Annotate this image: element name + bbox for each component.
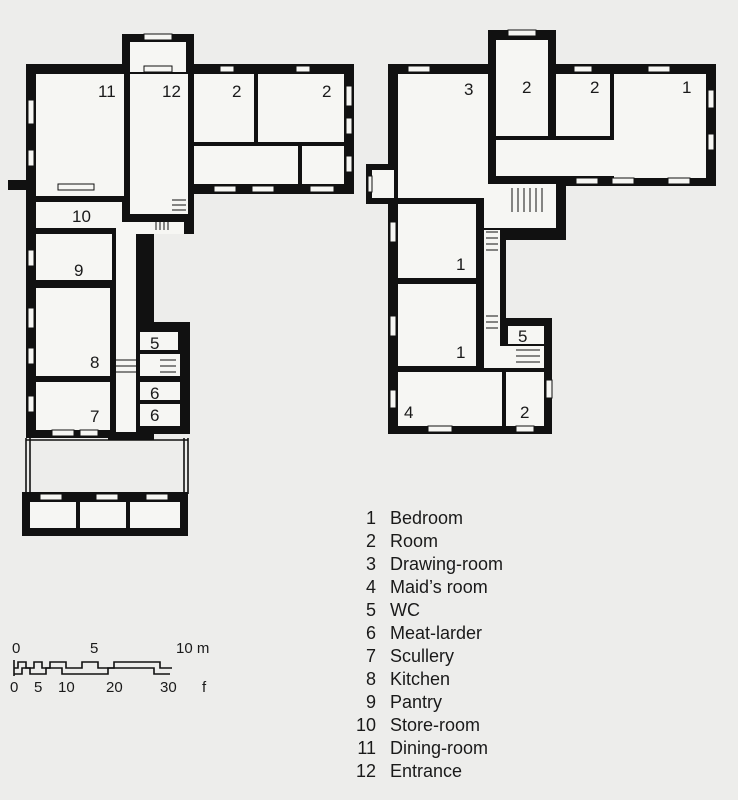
room-label: 1 — [456, 343, 466, 362]
ground-floor-yard — [26, 438, 188, 494]
room-label: 1 — [682, 78, 692, 97]
svg-text:Pantry: Pantry — [390, 692, 443, 712]
room-label: 5 — [150, 334, 160, 353]
room-label: 8 — [90, 353, 100, 372]
scale-feet-label: 10 — [58, 679, 75, 696]
scale-bar-graphic — [14, 660, 172, 676]
svg-text:4: 4 — [365, 577, 376, 597]
svg-text:3: 3 — [365, 554, 376, 574]
svg-text:WC: WC — [390, 600, 420, 620]
svg-text:1: 1 — [365, 508, 376, 528]
scale-metric-label: 5 — [90, 640, 99, 657]
svg-text:Bedroom: Bedroom — [390, 508, 464, 528]
svg-text:Room: Room — [390, 531, 439, 551]
svg-text:9: 9 — [365, 692, 376, 712]
scale-feet-label: 5 — [34, 679, 43, 696]
svg-text:Entrance: Entrance — [390, 761, 463, 781]
svg-text:Drawing-room: Drawing-room — [390, 554, 504, 574]
legend-entry — [366, 600, 420, 620]
legend-entry — [366, 554, 503, 574]
scale-feet-label: 30 — [160, 679, 177, 696]
room-label: 7 — [90, 407, 100, 426]
scale-feet-label: 0 — [10, 679, 19, 696]
room-label: 5 — [518, 327, 528, 346]
room-label: 2 — [522, 78, 532, 97]
svg-text:Maid’s room: Maid’s room — [390, 577, 488, 597]
room-label: 2 — [520, 403, 530, 422]
legend-entry — [366, 692, 442, 712]
svg-text:10: 10 — [355, 715, 376, 735]
room-label: 9 — [74, 261, 84, 280]
legend-entry — [357, 738, 488, 758]
room-label: 6 — [150, 384, 160, 403]
legend-entry — [366, 623, 482, 643]
legend-entry — [356, 715, 480, 735]
legend-entry — [366, 577, 488, 597]
legend-entry — [366, 531, 438, 551]
svg-text:Kitchen: Kitchen — [390, 669, 451, 689]
room-label: 2 — [232, 82, 242, 101]
scale-feet-label: f — [202, 679, 207, 696]
scale-metric-label: 10 m — [176, 640, 210, 657]
room-label: 12 — [162, 82, 181, 101]
room-label: 6 — [150, 406, 160, 425]
svg-text:8: 8 — [365, 669, 376, 689]
svg-text:2: 2 — [365, 531, 376, 551]
scale-feet-label: 20 — [106, 679, 123, 696]
svg-text:Scullery: Scullery — [390, 646, 455, 666]
room-label: 11 — [98, 82, 116, 101]
room-label: 3 — [464, 80, 474, 99]
room-label: 10 — [72, 207, 91, 226]
svg-text:5: 5 — [365, 600, 376, 620]
svg-text:Meat-larder: Meat-larder — [390, 623, 483, 643]
svg-text:Store-room: Store-room — [390, 715, 481, 735]
scale-bar — [10, 640, 209, 696]
svg-text:12: 12 — [355, 761, 376, 781]
legend-entry — [366, 646, 454, 666]
svg-text:7: 7 — [365, 646, 376, 666]
ground-floor-plan — [8, 34, 354, 536]
room-label: 2 — [590, 78, 600, 97]
room-label: 2 — [322, 82, 332, 101]
legend-entry — [366, 669, 450, 689]
scale-metric-label: 0 — [12, 640, 21, 657]
room-label: 4 — [404, 403, 414, 422]
legend-entry — [366, 508, 463, 528]
svg-text:6: 6 — [365, 623, 376, 643]
upper-floor-plan — [366, 30, 716, 434]
room-label: 1 — [456, 255, 466, 274]
legend-entry — [356, 761, 462, 781]
room-legend — [356, 508, 503, 781]
svg-text:11: 11 — [357, 738, 376, 758]
svg-text:Dining-room: Dining-room — [390, 738, 489, 758]
